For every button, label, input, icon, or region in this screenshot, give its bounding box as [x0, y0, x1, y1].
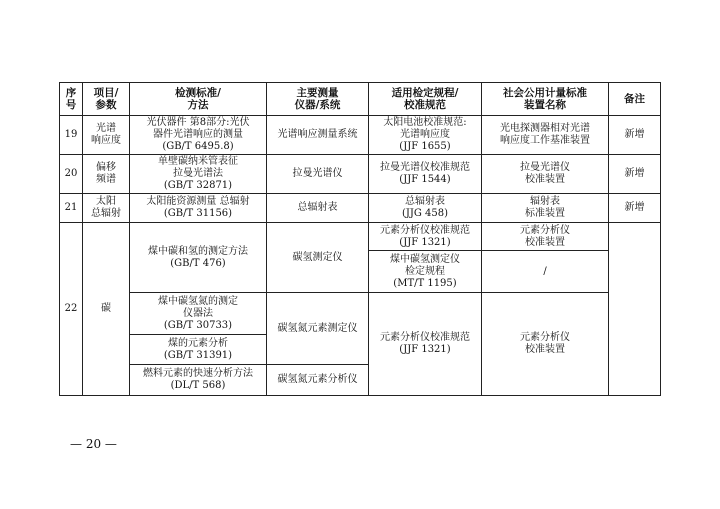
- row22-device-a1: 元素分析仪 校准装置: [482, 223, 609, 251]
- row21-equipment: 总辐射表: [267, 194, 369, 223]
- header-remark: 备注: [609, 83, 661, 116]
- row20-item: 偏移 频谱: [83, 155, 130, 194]
- row20-regulation: 拉曼光谱仪校准规范 (JJF 1544): [369, 155, 482, 194]
- table-row: [60, 194, 661, 223]
- row22-seq: 22: [60, 223, 83, 396]
- row22-standard-d: 燃料元素的快速分析方法 (DL/T 568): [130, 365, 267, 396]
- row21-device: 辐射表 标准装置: [482, 194, 609, 223]
- row22-device-b: 元素分析仪 校准装置: [482, 293, 609, 396]
- row19-device: 光电探测器相对光谱 响应度工作基准装置: [482, 116, 609, 155]
- row20-standard: 单壁碳纳米管表征 拉曼光谱法 (GB/T 32871): [130, 155, 267, 194]
- row22-standard-a: 煤中碳和氢的测定方法 (GB/T 476): [130, 223, 267, 293]
- row22-equipment-a: 碳氢测定仪: [267, 223, 369, 293]
- row21-seq: 21: [60, 194, 83, 223]
- row22-regulation-a1: 元素分析仪校准规范 (JJF 1321): [369, 223, 482, 251]
- row19-item: 光谱 响应度: [83, 116, 130, 155]
- header-item: 项目/ 参数: [83, 83, 130, 116]
- row19-equipment: 光谱响应测量系统: [267, 116, 369, 155]
- row22-equipment-b: 碳氢氮元素测定仪: [267, 293, 369, 365]
- header-equipment: 主要测量 仪器/系统: [267, 83, 369, 116]
- row22-remark: [609, 223, 661, 396]
- row21-remark: 新增: [609, 194, 661, 223]
- row22-regulation-a2: 煤中碳氢测定仪 检定规程 (MT/T 1195): [369, 251, 482, 293]
- table-row: [60, 223, 661, 251]
- row19-regulation: 太阳电池校准规范: 光谱响应度 (JJF 1655): [369, 116, 482, 155]
- header-seq: 序 号: [60, 83, 83, 116]
- row22-standard-c: 煤的元素分析 (GB/T 31391): [130, 335, 267, 365]
- table-row: [60, 155, 661, 194]
- row19-seq: 19: [60, 116, 83, 155]
- row22-device-a2: /: [482, 251, 609, 293]
- row19-standard: 光伏器件 第8部分:光伏 器件光谱响应的测量 (GB/T 6495.8): [130, 116, 267, 155]
- standards-table: [59, 82, 661, 396]
- row20-seq: 20: [60, 155, 83, 194]
- row21-standard: 太阳能资源测量 总辐射 (GB/T 31156): [130, 194, 267, 223]
- row22-regulation-b: 元素分析仪校准规范 (JJF 1321): [369, 293, 482, 396]
- row20-remark: 新增: [609, 155, 661, 194]
- table-row: [60, 293, 661, 335]
- page-number: — 20 —: [70, 437, 117, 451]
- row22-standard-b: 煤中碳氢氮的测定 仪器法 (GB/T 30733): [130, 293, 267, 335]
- row22-item: 碳: [83, 223, 130, 396]
- header-regulation: 适用检定规程/ 校准规范: [369, 83, 482, 116]
- header-device: 社会公用计量标准 装置名称: [482, 83, 609, 116]
- row21-regulation: 总辐射表 (JJG 458): [369, 194, 482, 223]
- row21-item: 太阳 总辐射: [83, 194, 130, 223]
- table-row: [60, 116, 661, 155]
- row22-equipment-c: 碳氢氮元素分析仪: [267, 365, 369, 396]
- row20-device: 拉曼光谱仪 校准装置: [482, 155, 609, 194]
- row19-remark: 新增: [609, 116, 661, 155]
- header-standard: 检测标准/ 方法: [130, 83, 267, 116]
- row20-equipment: 拉曼光谱仪: [267, 155, 369, 194]
- table-header-row: [60, 83, 661, 116]
